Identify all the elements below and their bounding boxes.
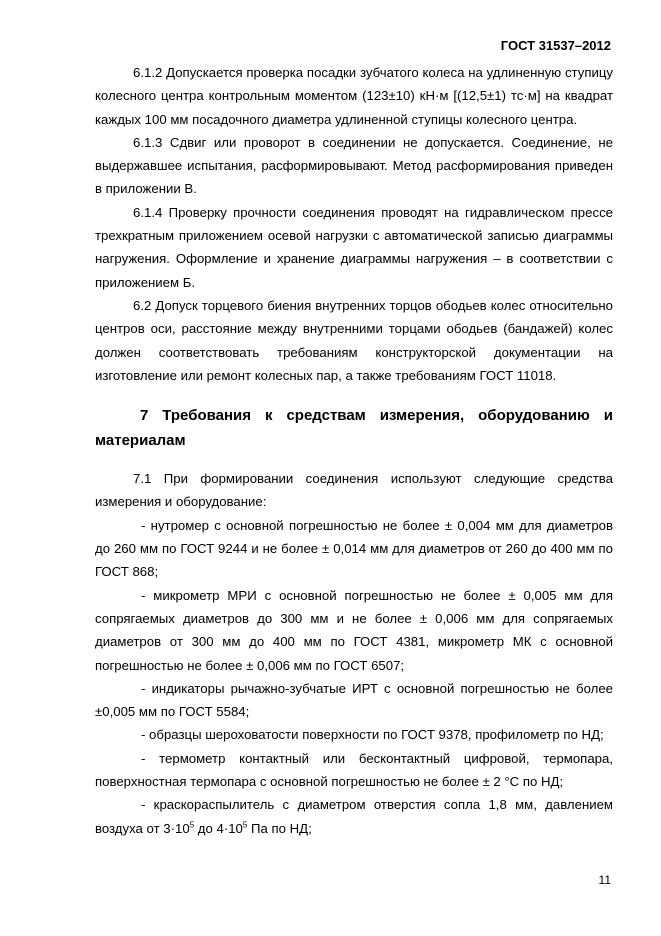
document-header: ГОСТ 31537–2012 xyxy=(500,38,611,53)
exponent: 5 xyxy=(189,820,195,830)
list-item-text: - краскораспылитель с диаметром отверстия сопла 1,8 мм, давлением воздуха от 3·10 xyxy=(95,797,613,836)
list-item: - термометр контактный или бесконтактный цифровой, термопара, поверхностная термопара с основной погрешностью не более ± 2 °С по НД; xyxy=(95,750,613,790)
list-item-text: Па по НД; xyxy=(247,820,312,836)
list-item: - микрометр МРИ с основной погрешностью не более ± 0,005 мм для сопрягаемых диаметров до 300 мм и не более ± 0,006 мм для сопрягаемых диаметров от 300 мм до 400 мм по ГОСТ 4381, микрометр МК с основной погрешностью не более ± 0,006 мм по ГОСТ 6507; xyxy=(95,587,613,673)
document-body xyxy=(95,61,613,840)
page-number: 11 xyxy=(598,873,611,887)
list-item: - нутромер с основной погрешностью не более ± 0,004 мм для диаметров до 260 мм по ГОСТ 9244 и не более ± 0,014 мм для диаметров от 260 до 400 мм по ГОСТ 868; xyxy=(95,517,613,580)
paragraph-6-1-3: 6.1.3 Сдвиг или проворот в соединении не допускается. Соединение, не выдержавшее испытания, расформировывают. Метод расформирования приведен в приложении В. xyxy=(95,134,613,197)
list-item-text: до 4·10 xyxy=(194,820,243,836)
list-item: - индикаторы рычажно-зубчатые ИРТ с основной погрешностью не более ±0,005 мм по ГОСТ 5584; xyxy=(95,680,613,720)
paragraph-7-1: 7.1 При формировании соединения используют следующие средства измерения и оборудование: xyxy=(95,471,613,510)
paragraph-6-1-2: 6.1.2 Допускается проверка посадки зубчатого колеса на удлиненную ступицу колесного центра контрольным моментом (123±10) кН·м [(12,5±1) тс·м] на квадрат каждых 100 мм посадочного диаметра удлиненной ступицы колесного центра. xyxy=(95,65,613,127)
section-7-heading: 7 Требования к средствам измерения, оборудованию и материалам xyxy=(95,407,613,450)
exponent: 5 xyxy=(242,820,248,830)
paragraph-6-1-4: 6.1.4 Проверку прочности соединения проводят на гидравлическом прессе трехкратным приложением осевой нагрузки с автоматической записью диаграммы нагружения. Оформление и хранение диаграммы нагружения – в соответствии с приложением Б. xyxy=(95,204,613,290)
list-item xyxy=(95,793,613,840)
paragraph-6-2: 6.2 Допуск торцевого биения внутренних торцов ободьев колес относительно центров оси, расстояние между внутренними торцами ободьев (бандажей) колес должен соответствовать требованиям конструкторской документации на изготовление или ремонт колесных пар, а также требованиям ГОСТ 11018. xyxy=(95,297,613,383)
list-item: - образцы шероховатости поверхности по ГОСТ 9378, профилометр по НД; xyxy=(141,727,604,743)
